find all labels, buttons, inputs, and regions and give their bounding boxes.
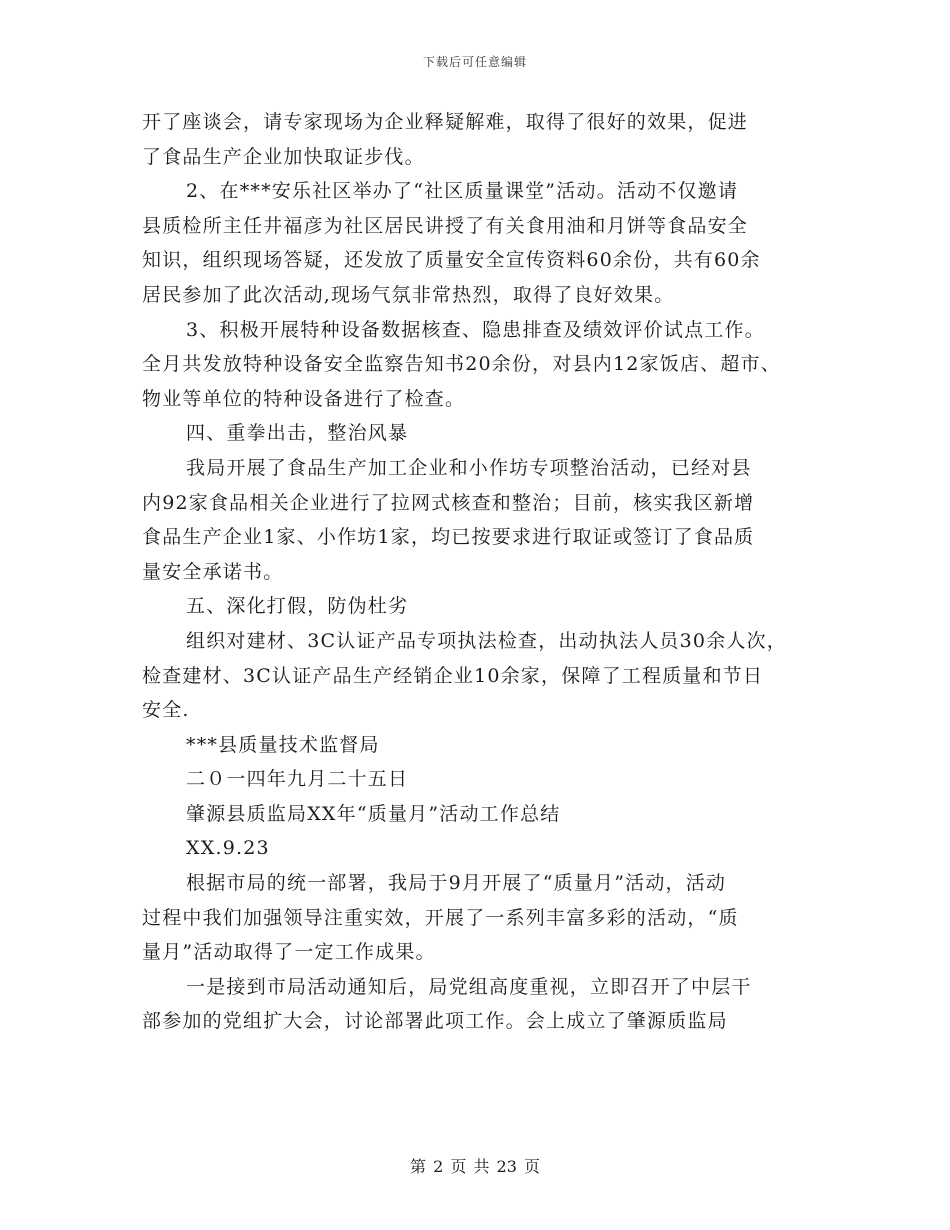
text-line: 量月”活动取得了一定工作成果。: [142, 941, 436, 964]
text-line: 检查建材、3C认证产品生产经销企业10余家，保障了工程质量和节日: [142, 664, 764, 687]
text-line: 肇源县质监局XX年“质量月”活动工作总结: [186, 802, 561, 825]
text-line: 3、积极开展特种设备数据核查、隐患排查及绩效评价试点工作。: [186, 318, 765, 341]
text-line: 开了座谈会，请专家现场为企业释疑解难，取得了很好的效果，促进: [142, 111, 749, 133]
text-line: 居民参加了此次活动,现场气氛非常热烈，取得了良好效果。: [142, 283, 675, 306]
text-line: 了食品生产企业加快取证步伐。: [142, 145, 425, 168]
page-header: 下载后可任意编辑: [422, 55, 527, 69]
text-line: 县质检所主任井福彦为社区居民讲授了有关食用油和月饼等食品安全: [142, 214, 749, 237]
text-line: 全月共发放特种设备安全监察告知书20余份，对县内12家饭店、超市、: [142, 353, 781, 376]
text-line: 我局开展了食品生产加工企业和小作坊专项整治活动，已经对县: [186, 456, 752, 479]
text-line: 一是接到市局活动通知后，局党组高度重视，立即召开了中层干: [186, 975, 752, 998]
text-line: 过程中我们加强领导注重实效，开展了一系列丰富多彩的活动，“质: [142, 906, 739, 929]
text-line: 根据市局的统一部署，我局于9月开展了“质量月”活动，活动: [186, 872, 727, 895]
text-line: XX.9.23: [186, 837, 270, 860]
text-line: 内92家食品相关企业进行了拉网式核查和整治；目前，核实我区新增: [142, 491, 755, 514]
text-line: 2、在***安乐社区举办了“社区质量课堂”活动。活动不仅邀请: [186, 180, 739, 203]
text-line: 组织对建材、3C认证产品专项执法检查，出动执法人员30余人次，: [186, 629, 788, 652]
text-line: ***县质量技术监督局: [186, 733, 380, 756]
text-line: 部参加的党组扩大会，讨论部署此项工作。会上成立了肇源质监局: [142, 1010, 728, 1033]
text-line: 知识，组织现场答疑，还发放了质量安全宣传资料60余份，共有60余: [142, 249, 761, 272]
text-line: 安全.: [142, 699, 190, 722]
text-line: 二０一四年九月二十五日: [186, 768, 409, 791]
document-body: [142, 105, 822, 1039]
text-line: 食品生产企业1家、小作坊1家，均已按要求进行取证或签订了食品质: [142, 526, 755, 549]
text-line: 四、重拳出击，整治风暴: [186, 422, 409, 445]
text-line: 五、深化打假，防伪杜劣: [186, 595, 409, 618]
text-line: 物业等单位的特种设备进行了检查。: [142, 387, 466, 410]
text-line: 量安全承诺书。: [142, 560, 284, 583]
page-number: 第 2 页 共 23 页: [410, 1157, 540, 1176]
